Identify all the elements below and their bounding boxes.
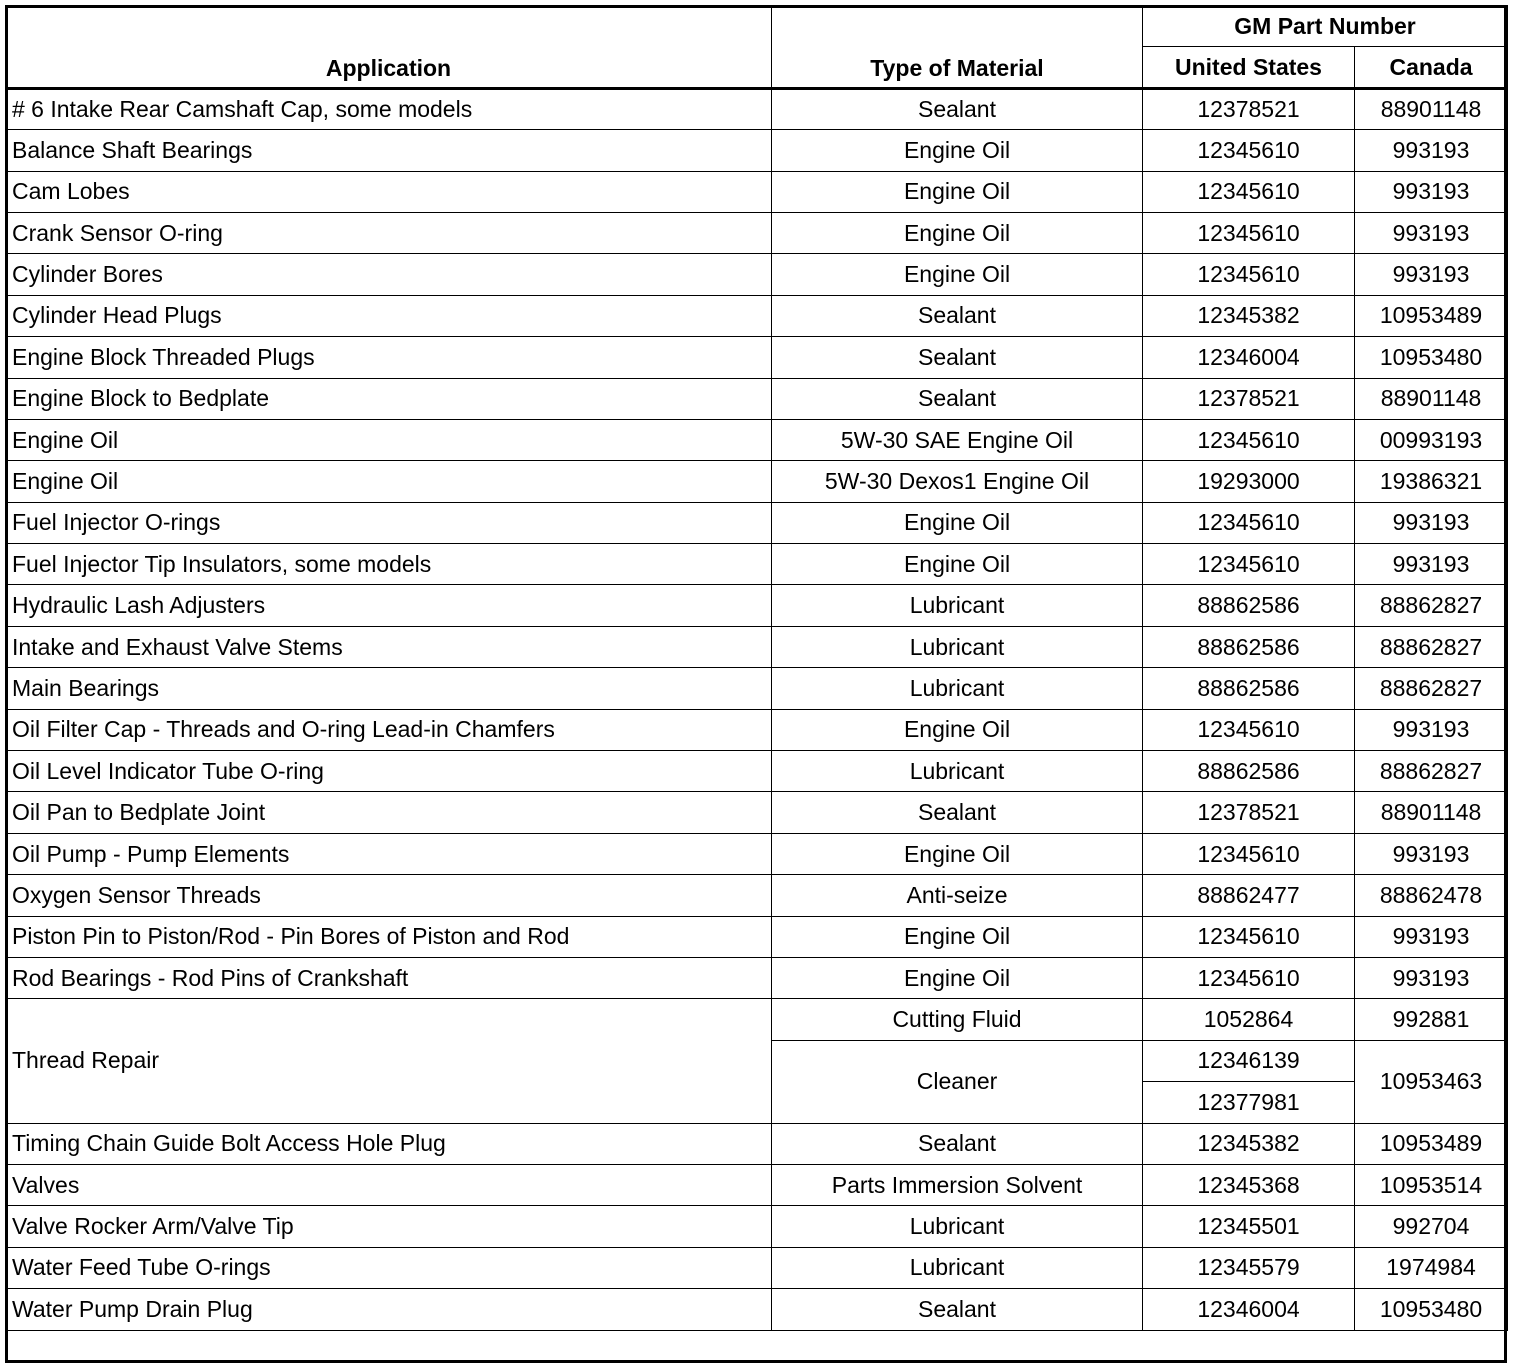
cell-application: Crank Sensor O-ring bbox=[6, 212, 772, 253]
cell-canada-part: 88862478 bbox=[1355, 875, 1508, 916]
cell-material: 5W-30 Dexos1 Engine Oil bbox=[772, 461, 1143, 502]
cell-us-part: 12345610 bbox=[1143, 916, 1355, 957]
table-row bbox=[6, 585, 1508, 626]
table-row bbox=[6, 626, 1508, 667]
cell-application: Valve Rocker Arm/Valve Tip bbox=[6, 1206, 772, 1247]
cell-application: Intake and Exhaust Valve Stems bbox=[6, 626, 772, 667]
cell-canada-part: 10953480 bbox=[1355, 337, 1508, 378]
table-header bbox=[6, 6, 1508, 89]
cell-us-part: 88862586 bbox=[1143, 585, 1355, 626]
cell-canada-part: 88901148 bbox=[1355, 88, 1508, 129]
cell-canada-part: 88901148 bbox=[1355, 792, 1508, 833]
table-body bbox=[6, 1123, 1508, 1330]
cell-canada-part: 992704 bbox=[1355, 1206, 1508, 1247]
cell-us-part: 88862586 bbox=[1143, 668, 1355, 709]
table-row bbox=[6, 957, 1508, 998]
cell-application: Oil Filter Cap - Threads and O-ring Lead-in Chamfers bbox=[6, 709, 772, 750]
cell-canada-part: 993193 bbox=[1355, 502, 1508, 543]
header-gm-part-number: GM Part Number bbox=[1143, 6, 1508, 47]
cell-canada-part: 88862827 bbox=[1355, 626, 1508, 667]
cell-material: Engine Oil bbox=[772, 502, 1143, 543]
header-type-of-material: Type of Material bbox=[772, 6, 1143, 89]
table-row bbox=[6, 295, 1508, 336]
cell-material: Lubricant bbox=[772, 585, 1143, 626]
cell-us-part: 12345382 bbox=[1143, 1123, 1355, 1164]
cell-us-part: 88862586 bbox=[1143, 751, 1355, 792]
parts-table bbox=[5, 5, 1508, 1331]
table-body bbox=[6, 88, 1508, 999]
cell-application: Oil Pump - Pump Elements bbox=[6, 833, 772, 874]
cell-material: Engine Oil bbox=[772, 171, 1143, 212]
cell-material: Engine Oil bbox=[772, 130, 1143, 171]
cell-us-part: 1052864 bbox=[1143, 999, 1355, 1040]
cell-material: Lubricant bbox=[772, 1247, 1143, 1288]
cell-material: Engine Oil bbox=[772, 709, 1143, 750]
cell-material: Engine Oil bbox=[772, 833, 1143, 874]
cell-us-part: 12378521 bbox=[1143, 88, 1355, 129]
header-canada: Canada bbox=[1355, 47, 1508, 88]
cell-material: Engine Oil bbox=[772, 544, 1143, 585]
table-row bbox=[6, 544, 1508, 585]
table-row bbox=[6, 419, 1508, 460]
cell-application: Engine Block Threaded Plugs bbox=[6, 337, 772, 378]
cell-canada-part: 88862827 bbox=[1355, 751, 1508, 792]
cell-application: Water Pump Drain Plug bbox=[6, 1289, 772, 1330]
cell-canada-part: 19386321 bbox=[1355, 461, 1508, 502]
table-row bbox=[6, 1206, 1508, 1247]
cell-us-part: 12346139 bbox=[1143, 1040, 1355, 1081]
cell-material: Sealant bbox=[772, 1289, 1143, 1330]
cell-us-part: 12345610 bbox=[1143, 419, 1355, 460]
cell-us-part: 12345610 bbox=[1143, 130, 1355, 171]
cell-us-part: 12345610 bbox=[1143, 254, 1355, 295]
table-row bbox=[6, 130, 1508, 171]
cell-material: Cutting Fluid bbox=[772, 999, 1143, 1040]
cell-material: Sealant bbox=[772, 337, 1143, 378]
cell-us-part: 12345368 bbox=[1143, 1164, 1355, 1205]
cell-canada-part: 88862827 bbox=[1355, 668, 1508, 709]
cell-canada-part: 993193 bbox=[1355, 544, 1508, 585]
cell-material: Sealant bbox=[772, 1123, 1143, 1164]
cell-canada-part: 00993193 bbox=[1355, 419, 1508, 460]
cell-application: Oxygen Sensor Threads bbox=[6, 875, 772, 916]
cell-material: Engine Oil bbox=[772, 212, 1143, 253]
table-row bbox=[6, 1164, 1508, 1205]
cell-canada-part: 10953489 bbox=[1355, 1123, 1508, 1164]
cell-material: Engine Oil bbox=[772, 957, 1143, 998]
cell-us-part: 12345610 bbox=[1143, 502, 1355, 543]
cell-canada-part: 993193 bbox=[1355, 254, 1508, 295]
cell-application: Water Feed Tube O-rings bbox=[6, 1247, 772, 1288]
header-united-states: United States bbox=[1143, 47, 1355, 88]
cell-canada-part: 993193 bbox=[1355, 212, 1508, 253]
cell-canada-part: 88901148 bbox=[1355, 378, 1508, 419]
table-row bbox=[6, 751, 1508, 792]
cell-application: Balance Shaft Bearings bbox=[6, 130, 772, 171]
cell-us-part: 19293000 bbox=[1143, 461, 1355, 502]
table-row bbox=[6, 171, 1508, 212]
cell-material: Sealant bbox=[772, 378, 1143, 419]
cell-application: Main Bearings bbox=[6, 668, 772, 709]
table-row bbox=[6, 212, 1508, 253]
cell-us-part: 12378521 bbox=[1143, 378, 1355, 419]
cell-us-part: 12345610 bbox=[1143, 212, 1355, 253]
cell-us-part: 12345610 bbox=[1143, 957, 1355, 998]
table-row bbox=[6, 461, 1508, 502]
cell-canada-part: 992881 bbox=[1355, 999, 1508, 1040]
cell-canada-part: 10953463 bbox=[1355, 1040, 1508, 1123]
table-row bbox=[6, 833, 1508, 874]
cell-application: Oil Level Indicator Tube O-ring bbox=[6, 751, 772, 792]
table-row bbox=[6, 502, 1508, 543]
cell-application: Thread Repair bbox=[6, 999, 772, 1123]
cell-material: 5W-30 SAE Engine Oil bbox=[772, 419, 1143, 460]
cell-us-part: 12346004 bbox=[1143, 1289, 1355, 1330]
cell-material: Lubricant bbox=[772, 626, 1143, 667]
cell-application: Hydraulic Lash Adjusters bbox=[6, 585, 772, 626]
cell-material: Lubricant bbox=[772, 1206, 1143, 1247]
table-row bbox=[6, 378, 1508, 419]
table-row bbox=[6, 254, 1508, 295]
cell-application: Valves bbox=[6, 1164, 772, 1205]
cell-material: Sealant bbox=[772, 295, 1143, 336]
cell-us-part: 12345382 bbox=[1143, 295, 1355, 336]
cell-application: Fuel Injector Tip Insulators, some models bbox=[6, 544, 772, 585]
cell-canada-part: 10953489 bbox=[1355, 295, 1508, 336]
cell-us-part: 12345501 bbox=[1143, 1206, 1355, 1247]
table-row bbox=[6, 1247, 1508, 1288]
cell-us-part: 88862586 bbox=[1143, 626, 1355, 667]
cell-canada-part: 10953480 bbox=[1355, 1289, 1508, 1330]
cell-material: Sealant bbox=[772, 88, 1143, 129]
header-application: Application bbox=[6, 6, 772, 89]
cell-us-part: 12378521 bbox=[1143, 792, 1355, 833]
cell-us-part: 88862477 bbox=[1143, 875, 1355, 916]
cell-canada-part: 993193 bbox=[1355, 957, 1508, 998]
cell-application: Timing Chain Guide Bolt Access Hole Plug bbox=[6, 1123, 772, 1164]
cell-canada-part: 10953514 bbox=[1355, 1164, 1508, 1205]
cell-application: Fuel Injector O-rings bbox=[6, 502, 772, 543]
cell-material: Parts Immersion Solvent bbox=[772, 1164, 1143, 1205]
cell-application: Cylinder Head Plugs bbox=[6, 295, 772, 336]
cell-us-part: 12345610 bbox=[1143, 544, 1355, 585]
cell-material: Sealant bbox=[772, 792, 1143, 833]
cell-canada-part: 993193 bbox=[1355, 171, 1508, 212]
cell-application: Engine Oil bbox=[6, 419, 772, 460]
cell-application: Piston Pin to Piston/Rod - Pin Bores of Piston and Rod bbox=[6, 916, 772, 957]
cell-canada-part: 993193 bbox=[1355, 130, 1508, 171]
cell-us-part: 12345610 bbox=[1143, 833, 1355, 874]
cell-us-part: 12377981 bbox=[1143, 1082, 1355, 1123]
cell-us-part: 12346004 bbox=[1143, 337, 1355, 378]
table-row bbox=[6, 792, 1508, 833]
cell-application: # 6 Intake Rear Camshaft Cap, some models bbox=[6, 88, 772, 129]
cell-application: Oil Pan to Bedplate Joint bbox=[6, 792, 772, 833]
cell-material: Anti-seize bbox=[772, 875, 1143, 916]
cell-canada-part: 993193 bbox=[1355, 709, 1508, 750]
cell-canada-part: 88862827 bbox=[1355, 585, 1508, 626]
cell-application: Cylinder Bores bbox=[6, 254, 772, 295]
table-row bbox=[6, 1289, 1508, 1330]
table-row bbox=[6, 916, 1508, 957]
table-row bbox=[6, 709, 1508, 750]
cell-material: Lubricant bbox=[772, 668, 1143, 709]
cell-material: Engine Oil bbox=[772, 254, 1143, 295]
cell-application: Rod Bearings - Rod Pins of Crankshaft bbox=[6, 957, 772, 998]
thread-repair-group bbox=[6, 999, 1508, 1123]
cell-application: Engine Oil bbox=[6, 461, 772, 502]
table-row bbox=[6, 337, 1508, 378]
cell-canada-part: 993193 bbox=[1355, 916, 1508, 957]
cell-material: Lubricant bbox=[772, 751, 1143, 792]
table-row bbox=[6, 668, 1508, 709]
cell-us-part: 12345579 bbox=[1143, 1247, 1355, 1288]
table-row bbox=[6, 88, 1508, 129]
cell-material: Engine Oil bbox=[772, 916, 1143, 957]
cell-application: Engine Block to Bedplate bbox=[6, 378, 772, 419]
cell-us-part: 12345610 bbox=[1143, 171, 1355, 212]
cell-material: Cleaner bbox=[772, 1040, 1143, 1123]
cell-application: Cam Lobes bbox=[6, 171, 772, 212]
cell-us-part: 12345610 bbox=[1143, 709, 1355, 750]
cell-canada-part: 993193 bbox=[1355, 833, 1508, 874]
table-row bbox=[6, 999, 1508, 1040]
table-row bbox=[6, 875, 1508, 916]
cell-canada-part: 1974984 bbox=[1355, 1247, 1508, 1288]
table-row bbox=[6, 1123, 1508, 1164]
